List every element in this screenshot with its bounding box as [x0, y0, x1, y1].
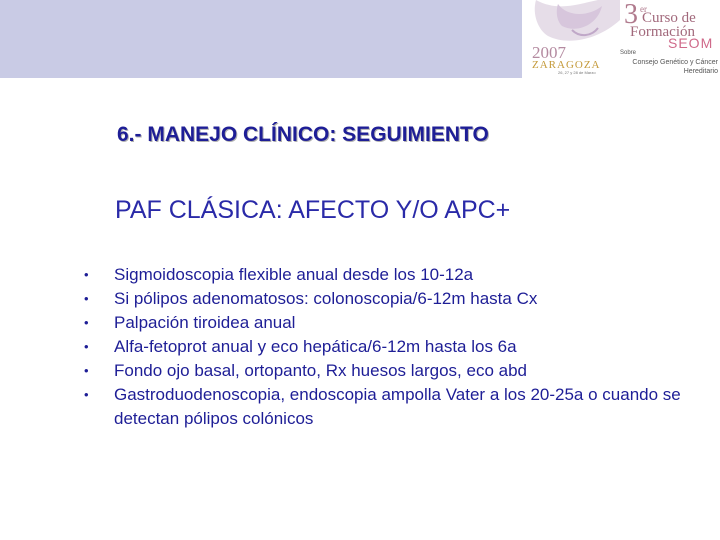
- list-item-text: Palpación tiroidea anual: [114, 313, 296, 332]
- decorative-figure-icon: [528, 0, 620, 46]
- logo-topic-line1: Consejo Genético y Cáncer: [632, 59, 718, 66]
- logo-city: ZARAGOZA: [532, 59, 601, 71]
- list-item-text: Sigmoidoscopia flexible anual desde los 10-12a: [114, 265, 474, 284]
- logo-line1: Curso de: [642, 10, 696, 26]
- bullet-icon: •: [84, 315, 89, 330]
- logo-topic: [618, 58, 718, 76]
- slide-subtitle: PAF CLÁSICA: AFECTO Y/O APC+: [115, 196, 511, 224]
- bullet-icon: •: [84, 339, 89, 354]
- logo-edition-number: 3: [624, 0, 638, 30]
- list-item: [84, 263, 694, 287]
- list-item-text: Fondo ojo basal, ortopanto, Rx huesos largos, eco abd: [114, 361, 527, 380]
- list-item-text: Gastroduodenoscopia, endoscopia ampolla Vater a los 20-25a o cuando se detectan pólipos colónicos: [114, 385, 681, 428]
- bullet-icon: •: [84, 291, 89, 306]
- bullet-icon: •: [84, 363, 89, 378]
- logo-edition-sup: er: [640, 4, 647, 14]
- list-item: [84, 359, 694, 383]
- list-item: [84, 287, 694, 311]
- logo-org: SEOM: [668, 35, 714, 51]
- logo-topic-line2: Hereditario: [683, 68, 718, 75]
- bullet-icon: •: [84, 267, 89, 282]
- logo-year: 2007: [532, 43, 566, 62]
- bullet-list: [84, 263, 694, 431]
- list-item: [84, 311, 694, 335]
- list-item-text: Si pólipos adenomatosos: colonoscopia/6-12m hasta Cx: [114, 289, 538, 308]
- logo-line2: Formación: [630, 24, 695, 40]
- list-item-text: Alfa-fetoprot anual y eco hepática/6-12m hasta los 6a: [114, 337, 517, 356]
- list-item: [84, 383, 694, 431]
- bullet-icon: •: [84, 387, 89, 402]
- slide-title: 6.- MANEJO CLÍNICO: SEGUIMIENTO: [117, 123, 489, 146]
- logo-sobre: Sobre: [620, 50, 637, 56]
- course-logo: [522, 0, 720, 78]
- list-item: [84, 335, 694, 359]
- logo-dates: 26, 27 y 28 de Marzo: [558, 70, 596, 75]
